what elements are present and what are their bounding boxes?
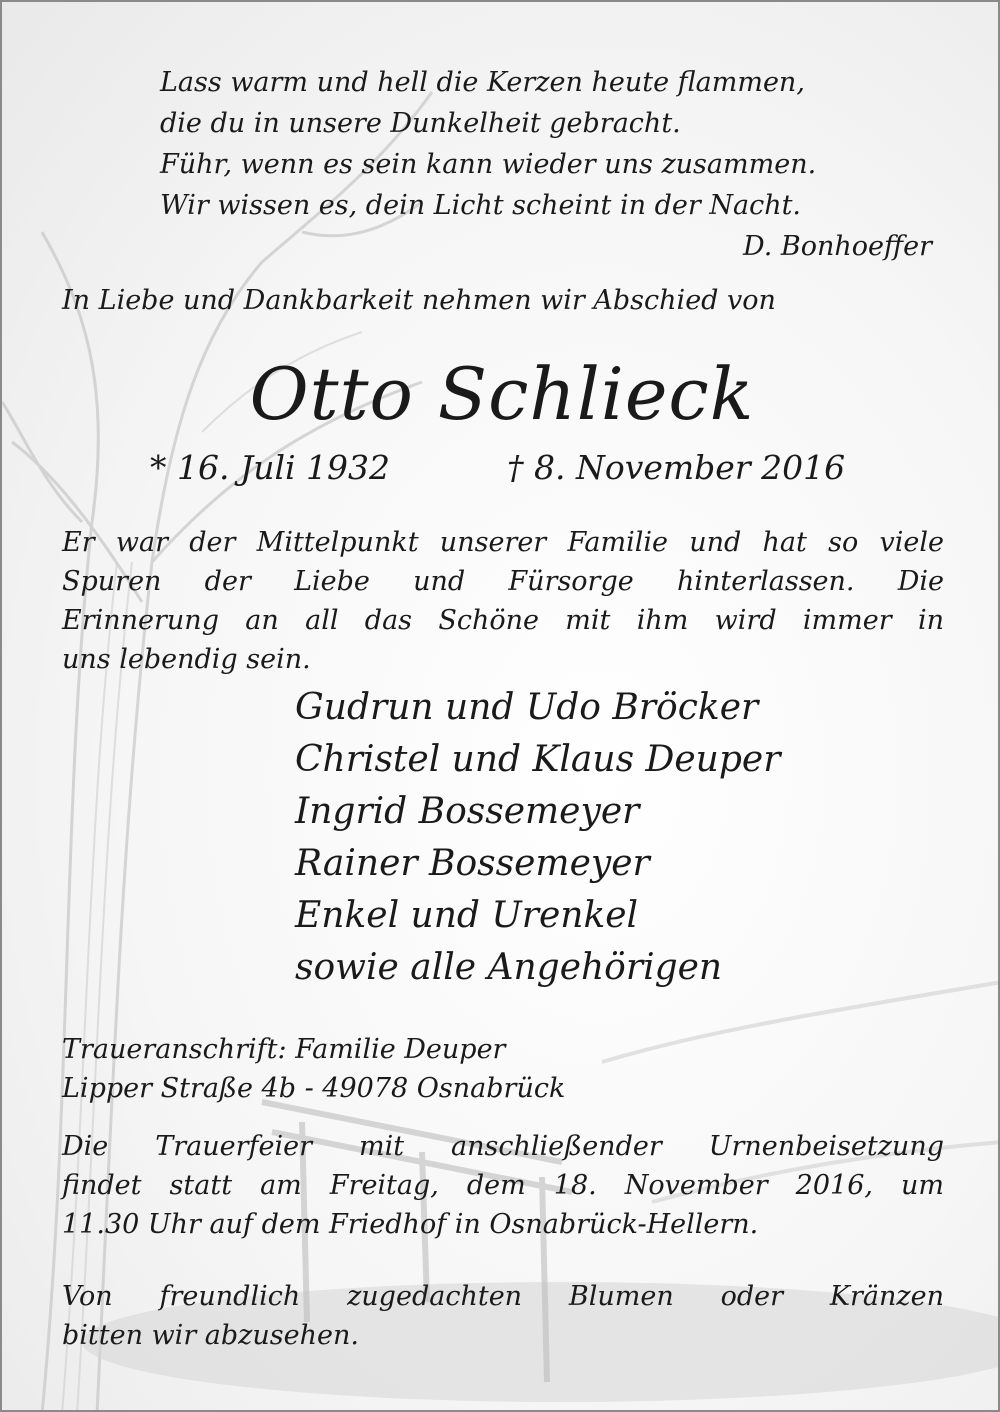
poem-line: Wir wissen es, dein Licht scheint in der Nacht. — [160, 190, 802, 221]
mourners-list — [295, 682, 780, 994]
flowers-line: bitten wir abzusehen. — [62, 1320, 359, 1351]
poem-line: Lass warm und hell die Kerzen heute flammen, — [160, 67, 805, 98]
poem-line: die du in unsere Dunkelheit gebracht. — [160, 108, 681, 139]
tribute-line: Spuren der Liebe und Fürsorge hinterlassen. Die — [62, 566, 944, 597]
ceremony-paragraph — [62, 1127, 944, 1244]
mourner: Gudrun und Udo Bröcker — [295, 687, 759, 728]
poem-line: Führ, wenn es sein kann wieder uns zusammen. — [160, 149, 817, 180]
birth-date: * 16. Juli 1932 — [150, 448, 391, 487]
death-date: † 8. November 2016 — [507, 448, 846, 487]
flowers-paragraph — [62, 1277, 944, 1355]
address-line: Lipper Straße 4b - 49078 Osnabrück — [62, 1073, 566, 1104]
flowers-line: Von freundlich zugedachten Blumen oder Kränzen — [62, 1281, 944, 1312]
tribute-line: Erinnerung an all das Schöne mit ihm wird immer in — [62, 605, 944, 636]
mourner: Ingrid Bossemeyer — [295, 791, 640, 832]
tribute-paragraph — [62, 523, 944, 679]
intro-text: In Liebe und Dankbarkeit nehmen wir Abschied von — [62, 285, 776, 316]
poem-author: D. Bonhoeffer — [743, 231, 932, 262]
ceremony-line: findet statt am Freitag, dem 18. November 2016, um — [62, 1170, 944, 1201]
ceremony-line: 11.30 Uhr auf dem Friedhof in Osnabrück-Hellern. — [62, 1209, 759, 1240]
mourner: Christel und Klaus Deuper — [295, 739, 781, 780]
mourner: Rainer Bossemeyer — [295, 843, 650, 884]
ceremony-line: Die Trauerfeier mit anschließender Urnenbeisetzung — [62, 1131, 944, 1162]
mourner: Enkel und Urenkel — [295, 895, 639, 936]
tribute-line: Er war der Mittelpunkt unserer Familie und hat so viele — [62, 527, 944, 558]
poem — [160, 62, 932, 267]
mourner: sowie alle Angehörigen — [295, 947, 723, 988]
deceased-name: Otto Schlieck — [249, 352, 755, 436]
mourning-address — [62, 1030, 565, 1108]
address-line: Traueranschrift: Familie Deuper — [62, 1034, 506, 1065]
tribute-line: uns lebendig sein. — [62, 644, 311, 675]
